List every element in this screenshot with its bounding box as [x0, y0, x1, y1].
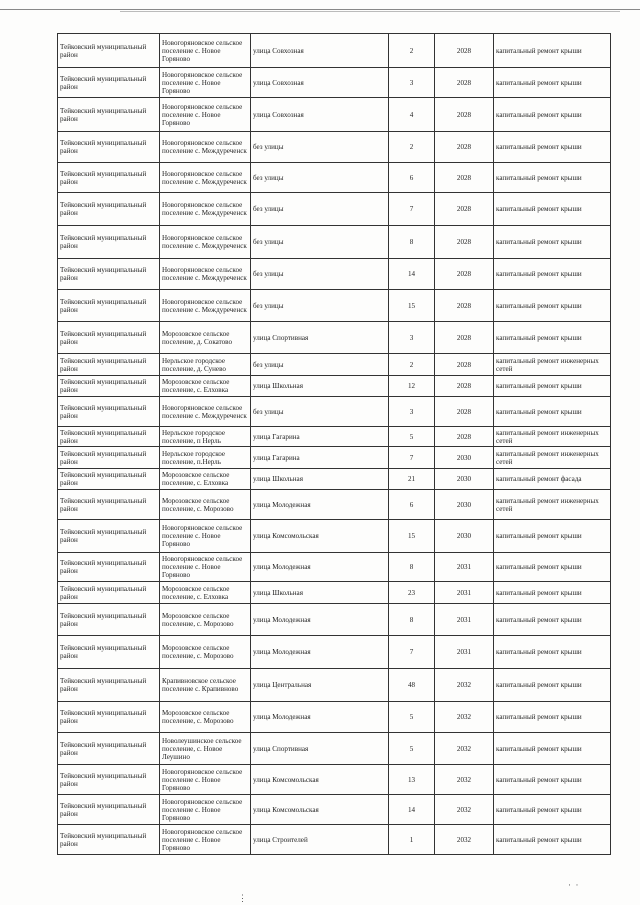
table-row — [58, 132, 611, 163]
cell-settlement: Новогоряновское сельское поселение с. Новое Горяново — [160, 98, 251, 132]
cell-district: Тейковский муниципальный район — [58, 354, 160, 376]
cell-district: Тейковский муниципальный район — [58, 322, 160, 354]
cell-district: Тейковский муниципальный район — [58, 193, 160, 226]
cell-year: 2032 — [435, 733, 494, 765]
cell-street: улица Спортивная — [251, 733, 389, 765]
table-row — [58, 34, 611, 68]
cell-settlement: Новогоряновское сельское поселение с. Новое Горяново — [160, 795, 251, 825]
cell-settlement: Новогоряновское сельское поселение с. Новое Горяново — [160, 825, 251, 855]
cell-house-number: 3 — [389, 397, 435, 427]
cell-street: улица Строителей — [251, 825, 389, 855]
cell-street: улица Молодежная — [251, 702, 389, 733]
cell-district: Тейковский муниципальный район — [58, 163, 160, 193]
cell-house-number: 14 — [389, 795, 435, 825]
cell-district: Тейковский муниципальный район — [58, 447, 160, 469]
cell-street: улица Центральная — [251, 669, 389, 702]
cell-work-type: капитальный ремонт крыши — [494, 733, 611, 765]
cell-work-type: капитальный ремонт крыши — [494, 68, 611, 98]
cell-year: 2028 — [435, 259, 494, 290]
cell-settlement: Новогоряновское сельское поселение с. Новое Горяново — [160, 553, 251, 582]
cell-year: 2028 — [435, 290, 494, 322]
cell-district: Тейковский муниципальный район — [58, 765, 160, 795]
cell-street: без улицы — [251, 132, 389, 163]
cell-street: улица Гагарина — [251, 427, 389, 447]
cell-district: Тейковский муниципальный район — [58, 469, 160, 490]
cell-street: улица Спортивная — [251, 322, 389, 354]
cell-work-type: капитальный ремонт крыши — [494, 765, 611, 795]
cell-house-number: 12 — [389, 376, 435, 397]
cell-work-type: капитальный ремонт инженерных сетей — [494, 427, 611, 447]
cell-district: Тейковский муниципальный район — [58, 427, 160, 447]
cell-work-type: капитальный ремонт крыши — [494, 825, 611, 855]
cell-district: Тейковский муниципальный район — [58, 226, 160, 259]
cell-street: улица Школьная — [251, 469, 389, 490]
cell-work-type: капитальный ремонт инженерных сетей — [494, 490, 611, 520]
cell-year: 2028 — [435, 354, 494, 376]
cell-district: Тейковский муниципальный район — [58, 702, 160, 733]
cell-work-type: капитальный ремонт крыши — [494, 702, 611, 733]
cell-year: 2032 — [435, 795, 494, 825]
cell-district: Тейковский муниципальный район — [58, 376, 160, 397]
cell-street: улица Комсомольская — [251, 765, 389, 795]
cell-work-type: капитальный ремонт инженерных сетей — [494, 447, 611, 469]
cell-year: 2031 — [435, 604, 494, 636]
cell-settlement: Морозовское сельское поселение, с. Елховка — [160, 582, 251, 604]
cell-street: улица Молодежная — [251, 490, 389, 520]
cell-year: 2028 — [435, 132, 494, 163]
cell-house-number: 48 — [389, 669, 435, 702]
cell-settlement: Новогоряновское сельское поселение с. Междуреченск — [160, 290, 251, 322]
cell-district: Тейковский муниципальный район — [58, 825, 160, 855]
cell-district: Тейковский муниципальный район — [58, 34, 160, 68]
cell-work-type: капитальный ремонт крыши — [494, 290, 611, 322]
cell-work-type: капитальный ремонт крыши — [494, 553, 611, 582]
cell-work-type: капитальный ремонт крыши — [494, 795, 611, 825]
cell-house-number: 4 — [389, 98, 435, 132]
cell-house-number: 14 — [389, 259, 435, 290]
cell-settlement: Новогоряновское сельское поселение с. Междуреченск — [160, 259, 251, 290]
cell-work-type: капитальный ремонт крыши — [494, 98, 611, 132]
cell-settlement: Новогоряновское сельское поселение с. Междуреченск — [160, 132, 251, 163]
scan-top-edge — [0, 9, 640, 10]
cell-house-number: 6 — [389, 163, 435, 193]
table-row — [58, 582, 611, 604]
cell-work-type: капитальный ремонт крыши — [494, 604, 611, 636]
cell-house-number: 2 — [389, 354, 435, 376]
cell-house-number: 21 — [389, 469, 435, 490]
cell-district: Тейковский муниципальный район — [58, 733, 160, 765]
cell-work-type: капитальный ремонт крыши — [494, 259, 611, 290]
cell-house-number: 6 — [389, 490, 435, 520]
cell-district: Тейковский муниципальный район — [58, 669, 160, 702]
table-row — [58, 259, 611, 290]
cell-street: улица Школьная — [251, 376, 389, 397]
cell-house-number: 8 — [389, 604, 435, 636]
cell-house-number: 7 — [389, 193, 435, 226]
cell-district: Тейковский муниципальный район — [58, 795, 160, 825]
cell-street: улица Молодежная — [251, 553, 389, 582]
cell-district: Тейковский муниципальный район — [58, 98, 160, 132]
cell-house-number: 5 — [389, 427, 435, 447]
table-row — [58, 376, 611, 397]
cell-district: Тейковский муниципальный район — [58, 553, 160, 582]
cell-work-type: капитальный ремонт крыши — [494, 226, 611, 259]
cell-year: 2030 — [435, 447, 494, 469]
cell-street: улица Школьная — [251, 582, 389, 604]
cell-house-number: 13 — [389, 765, 435, 795]
cell-settlement: Морозовское сельское поселение, с. Морозово — [160, 604, 251, 636]
cell-year: 2031 — [435, 553, 494, 582]
table-row — [58, 553, 611, 582]
cell-work-type: капитальный ремонт крыши — [494, 322, 611, 354]
cell-district: Тейковский муниципальный район — [58, 490, 160, 520]
cell-work-type: капитальный ремонт фасада — [494, 469, 611, 490]
table-row — [58, 427, 611, 447]
cell-house-number: 7 — [389, 447, 435, 469]
cell-street: улица Молодежная — [251, 636, 389, 669]
cell-house-number: 15 — [389, 290, 435, 322]
cell-settlement: Нерльское городское поселение, п.Нерль — [160, 447, 251, 469]
table-row — [58, 290, 611, 322]
cell-street: улица Совхозная — [251, 34, 389, 68]
cell-year: 2032 — [435, 825, 494, 855]
table-row — [58, 795, 611, 825]
cell-settlement: Новогоряновское сельское поселение с. Междуреченск — [160, 193, 251, 226]
cell-year: 2028 — [435, 226, 494, 259]
cell-house-number: 8 — [389, 226, 435, 259]
scan-top-edge-inner — [120, 11, 620, 12]
cell-street: улица Комсомольская — [251, 795, 389, 825]
table-row — [58, 354, 611, 376]
table-row — [58, 520, 611, 553]
cell-work-type: капитальный ремонт крыши — [494, 520, 611, 553]
cell-year: 2028 — [435, 98, 494, 132]
table-row — [58, 397, 611, 427]
cell-year: 2028 — [435, 163, 494, 193]
table-row — [58, 825, 611, 855]
cell-house-number: 3 — [389, 68, 435, 98]
cell-year: 2032 — [435, 669, 494, 702]
cell-year: 2028 — [435, 193, 494, 226]
cell-house-number: 23 — [389, 582, 435, 604]
cell-house-number: 5 — [389, 733, 435, 765]
cell-settlement: Морозовское сельское поселение, с. Елховка — [160, 376, 251, 397]
cell-street: улица Гагарина — [251, 447, 389, 469]
cell-house-number: 5 — [389, 702, 435, 733]
table-row — [58, 98, 611, 132]
cell-year: 2028 — [435, 322, 494, 354]
cell-work-type: капитальный ремонт крыши — [494, 636, 611, 669]
cell-house-number: 15 — [389, 520, 435, 553]
cell-year: 2028 — [435, 376, 494, 397]
cell-house-number: 1 — [389, 825, 435, 855]
cell-street: без улицы — [251, 354, 389, 376]
cell-work-type: капитальный ремонт крыши — [494, 376, 611, 397]
cell-house-number: 2 — [389, 132, 435, 163]
repair-schedule-table — [57, 33, 611, 855]
cell-settlement: Новогоряновское сельское поселение с. Междуреченск — [160, 163, 251, 193]
cell-district: Тейковский муниципальный район — [58, 604, 160, 636]
cell-street: без улицы — [251, 226, 389, 259]
cell-street: улица Совхозная — [251, 98, 389, 132]
cell-settlement: Морозовское сельское поселение, с. Морозово — [160, 490, 251, 520]
cell-year: 2028 — [435, 68, 494, 98]
cell-work-type: капитальный ремонт крыши — [494, 582, 611, 604]
cell-work-type: капитальный ремонт крыши — [494, 397, 611, 427]
cell-settlement: Новогоряновское сельское поселение с. Новое Горяново — [160, 520, 251, 553]
cell-year: 2032 — [435, 702, 494, 733]
cell-work-type: капитальный ремонт крыши — [494, 132, 611, 163]
table-row — [58, 765, 611, 795]
cell-year: 2030 — [435, 490, 494, 520]
table-row — [58, 490, 611, 520]
cell-settlement: Морозовское сельское поселение, с. Морозово — [160, 636, 251, 669]
cell-district: Тейковский муниципальный район — [58, 582, 160, 604]
cell-house-number: 7 — [389, 636, 435, 669]
table-row — [58, 604, 611, 636]
cell-year: 2031 — [435, 636, 494, 669]
cell-settlement: Новогоряновское сельское поселение с. Новое Горяново — [160, 765, 251, 795]
table-row — [58, 68, 611, 98]
cell-year: 2031 — [435, 582, 494, 604]
cell-house-number: 8 — [389, 553, 435, 582]
table-row — [58, 669, 611, 702]
cell-street: без улицы — [251, 290, 389, 322]
cell-settlement: Новогоряновское сельское поселение с. Междуреченск — [160, 226, 251, 259]
cell-settlement: Нерльское городское поселение, п Нерль — [160, 427, 251, 447]
cell-street: улица Молодежная — [251, 604, 389, 636]
cell-settlement: Морозовское сельское поселение, д. Сокатово — [160, 322, 251, 354]
cell-settlement: Морозовское сельское поселение, с. Елховка — [160, 469, 251, 490]
cell-settlement: Крапивновское сельское поселение с. Крапивново — [160, 669, 251, 702]
cell-work-type: капитальный ремонт инженерных сетей — [494, 354, 611, 376]
cell-settlement: Новолеушинское сельское поселение, с. Новое Леушино — [160, 733, 251, 765]
cell-house-number: 3 — [389, 322, 435, 354]
cell-street: без улицы — [251, 259, 389, 290]
cell-street: улица Совхозная — [251, 68, 389, 98]
table-row — [58, 226, 611, 259]
table-row — [58, 733, 611, 765]
table-row — [58, 193, 611, 226]
cell-settlement: Нерльское городское поселение, д. Сунево — [160, 354, 251, 376]
cell-district: Тейковский муниципальный район — [58, 520, 160, 553]
cell-district: Тейковский муниципальный район — [58, 68, 160, 98]
cell-work-type: капитальный ремонт крыши — [494, 193, 611, 226]
table-row — [58, 447, 611, 469]
cell-year: 2032 — [435, 765, 494, 795]
table-body — [58, 34, 611, 855]
cell-year: 2028 — [435, 397, 494, 427]
table-row — [58, 636, 611, 669]
cell-district: Тейковский муниципальный район — [58, 636, 160, 669]
cell-year: 2030 — [435, 520, 494, 553]
table-row — [58, 322, 611, 354]
cell-district: Тейковский муниципальный район — [58, 132, 160, 163]
table-row — [58, 163, 611, 193]
scan-artifact-mark: · · — [568, 880, 579, 890]
cell-street: без улицы — [251, 397, 389, 427]
cell-street: без улицы — [251, 163, 389, 193]
cell-year: 2030 — [435, 469, 494, 490]
cell-settlement: Новогоряновское сельское поселение с. Новое Горяново — [160, 68, 251, 98]
cell-year: 2028 — [435, 427, 494, 447]
cell-house-number: 2 — [389, 34, 435, 68]
cell-work-type: капитальный ремонт крыши — [494, 34, 611, 68]
cell-work-type: капитальный ремонт крыши — [494, 163, 611, 193]
cell-district: Тейковский муниципальный район — [58, 290, 160, 322]
cell-street: улица Комсомольская — [251, 520, 389, 553]
cell-settlement: Морозовское сельское поселение, с. Морозово — [160, 702, 251, 733]
cell-work-type: капитальный ремонт крыши — [494, 669, 611, 702]
cell-district: Тейковский муниципальный район — [58, 259, 160, 290]
cell-year: 2028 — [435, 34, 494, 68]
cell-settlement: Новогоряновское сельское поселение с. Новое Горяново — [160, 34, 251, 68]
cell-settlement: Новогоряновское сельское поселение с. Междуреченск — [160, 397, 251, 427]
table-row — [58, 702, 611, 733]
cell-district: Тейковский муниципальный район — [58, 397, 160, 427]
table-row — [58, 469, 611, 490]
scan-artifact-mark-2: ⋮ — [238, 893, 247, 903]
cell-street: без улицы — [251, 193, 389, 226]
